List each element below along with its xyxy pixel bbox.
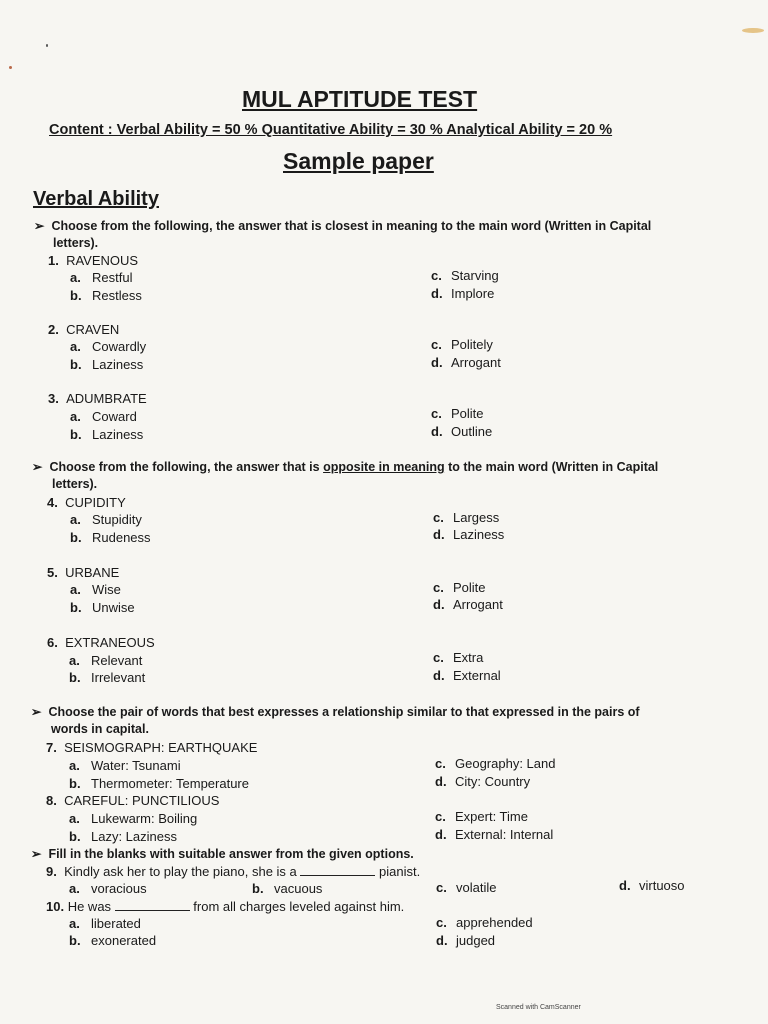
option-a: a. Water: Tsunami: [69, 758, 181, 773]
instruction-2-cont: letters).: [52, 477, 98, 491]
option-a: a. Relevant: [69, 653, 143, 668]
question-10: 10. He was from all charges leveled against him.: [46, 899, 405, 914]
scan-speck: [9, 66, 12, 69]
option-b: b. Laziness: [70, 427, 144, 442]
instruction-3-cont: words in capital.: [51, 722, 149, 736]
option-c: c. apprehended: [436, 915, 533, 930]
option-b: b. Laziness: [70, 357, 144, 372]
answer-blank: [300, 864, 375, 876]
option-b: b. exonerated: [69, 933, 157, 948]
option-d: d. External: Internal: [435, 827, 554, 842]
option-c: c. Expert: Time: [435, 809, 528, 824]
scan-speck: [46, 44, 48, 47]
option-a: a. Restful: [70, 270, 133, 285]
option-d: d. Arrogant: [431, 355, 501, 370]
option-d: d. virtuoso: [619, 878, 685, 893]
option-a: a. liberated: [69, 916, 141, 931]
option-b: b. Restless: [70, 288, 142, 303]
option-a: a. Stupidity: [70, 512, 142, 527]
option-a: a. Coward: [70, 409, 137, 424]
option-d: d. judged: [436, 933, 496, 948]
instruction-3: ➢ Choose the pair of words that best expresses a relationship similar to that expressed in the pairs of: [31, 705, 640, 719]
scan-speck: [742, 28, 764, 33]
instruction-4: ➢ Fill in the blanks with suitable answer from the given options.: [31, 847, 414, 861]
option-c: c. Polite: [433, 580, 486, 595]
option-b: b. Unwise: [70, 600, 135, 615]
option-c: c. Polite: [431, 406, 484, 421]
instruction-1-cont: letters).: [53, 236, 99, 250]
question-9: 9. Kindly ask her to play the piano, she is a pianist.: [46, 864, 421, 879]
option-c: c. Politely: [431, 337, 493, 352]
option-c: c. Extra: [433, 650, 484, 665]
option-a: a. Wise: [70, 582, 121, 597]
question-8: 8. CAREFUL: PUNCTILIOUS: [46, 793, 220, 808]
arrow-bullet-icon: ➢: [31, 847, 42, 861]
option-b: b. Thermometer: Temperature: [69, 776, 249, 791]
option-a: a. Cowardly: [70, 339, 147, 354]
option-a: a. voracious: [69, 881, 147, 896]
option-b: b. vacuous: [252, 881, 323, 896]
question-5: 5. URBANE: [47, 565, 120, 580]
answer-blank: [115, 899, 190, 911]
page-title: MUL APTITUDE TEST: [242, 86, 478, 112]
option-b: b. Rudeness: [70, 530, 151, 545]
option-d: d. Implore: [431, 286, 495, 301]
question-7: 7. SEISMOGRAPH: EARTHQUAKE: [46, 740, 258, 755]
option-c: c. volatile: [436, 880, 497, 895]
arrow-bullet-icon: ➢: [32, 460, 43, 474]
question-4: 4. CUPIDITY: [47, 495, 126, 510]
instruction-2: ➢ Choose from the following, the answer that is opposite in meaning to the main word (Written in Capital: [32, 460, 659, 474]
option-b: b. Irrelevant: [69, 670, 146, 685]
instruction-1: ➢ Choose from the following, the answer that is closest in meaning to the main word (Written in Capital: [34, 219, 652, 233]
option-c: c. Starving: [431, 268, 499, 283]
option-a: a. Lukewarm: Boiling: [69, 811, 198, 826]
arrow-bullet-icon: ➢: [34, 219, 45, 233]
section-title: Verbal Ability: [33, 188, 159, 210]
option-d: d. External: [433, 668, 501, 683]
page-subtitle: Sample paper: [283, 148, 434, 174]
option-c: c. Geography: Land: [435, 756, 556, 771]
option-d: d. City: Country: [435, 774, 531, 789]
option-d: d. Outline: [431, 424, 493, 439]
question-6: 6. EXTRANEOUS: [47, 635, 155, 650]
scanner-watermark: Scanned with CamScanner: [496, 1004, 581, 1011]
option-c: c. Largess: [433, 510, 500, 525]
question-3: 3. ADUMBRATE: [48, 391, 147, 406]
option-d: d. Arrogant: [433, 597, 503, 612]
option-d: d. Laziness: [433, 527, 505, 542]
arrow-bullet-icon: ➢: [31, 705, 42, 719]
question-2: 2. CRAVEN: [48, 322, 120, 337]
content-weights: Content : Verbal Ability = 50 % Quantitative Ability = 30 % Analytical Ability = 20 %: [49, 122, 613, 138]
question-1: 1. RAVENOUS: [48, 253, 139, 268]
option-b: b. Lazy: Laziness: [69, 829, 177, 844]
